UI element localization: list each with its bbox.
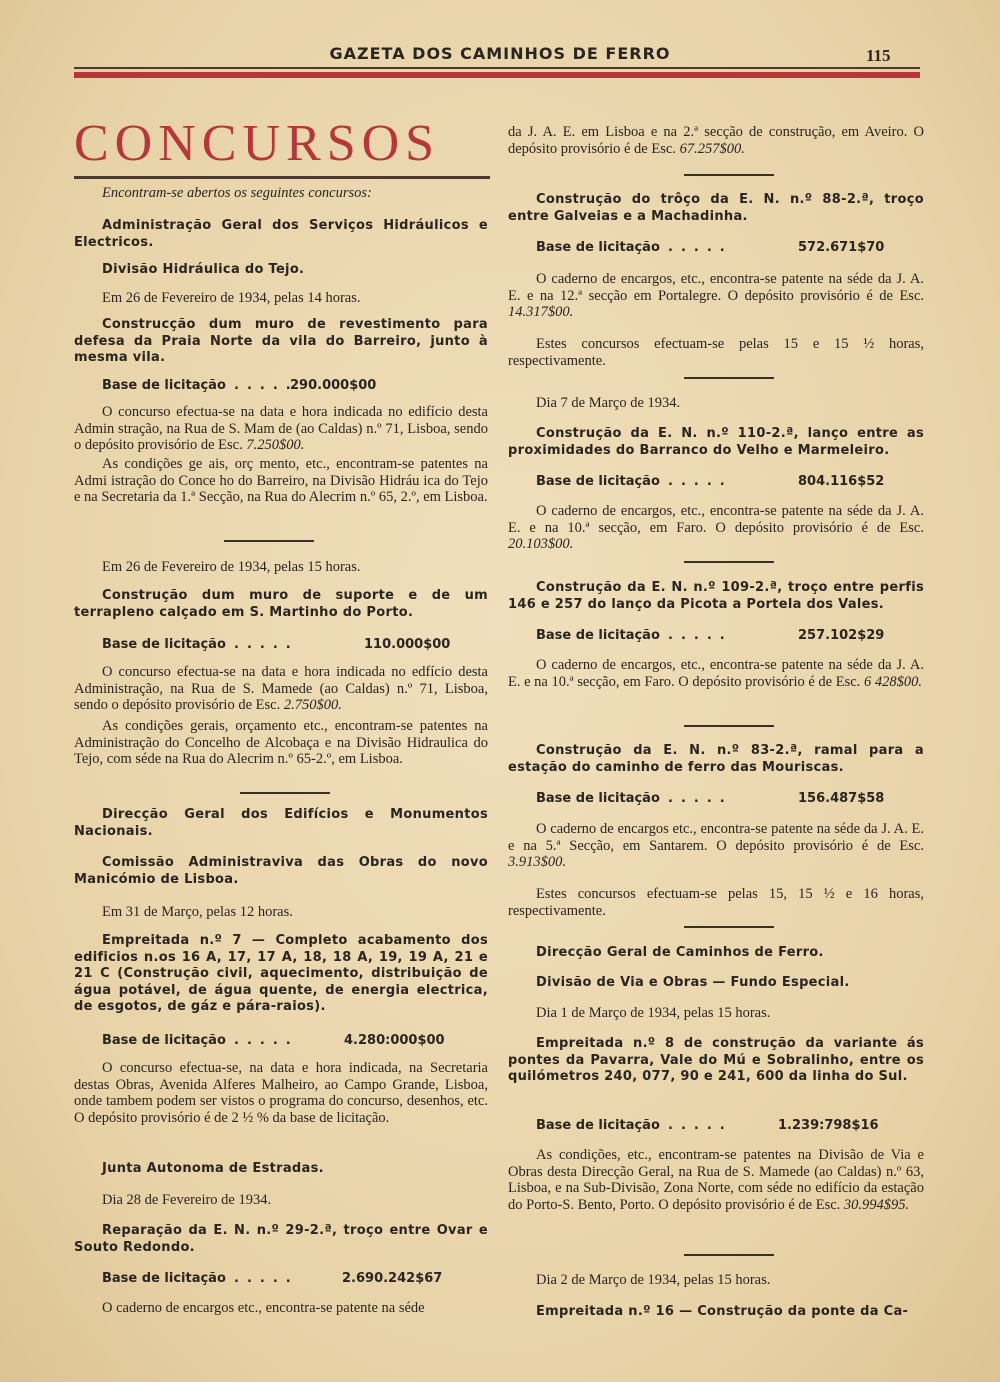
division-heading: Divisão Hidráulica do Tejo. xyxy=(102,262,305,277)
separator xyxy=(684,174,774,176)
works-heading: Construcção dum muro de revestimento para defesa da Praia Norte da vila do Barreiro, junto à mesma vila. xyxy=(74,317,488,365)
paragraph xyxy=(74,664,488,714)
paragraph-text: O caderno de encargos etc., encontra-se patente na séde da J. A. E. e na 5.ª Secção, em Santarem. O depósito provisório é de Esc. xyxy=(508,821,924,854)
header-red-rule xyxy=(74,72,920,78)
base-dots: ..... xyxy=(234,378,299,393)
paragraph xyxy=(508,271,924,321)
division-heading: Divisão de Via e Obras — Fundo Especial. xyxy=(536,975,850,990)
base-dots: ..... xyxy=(234,1271,299,1286)
paragraph-text: O caderno de encargos, etc., encontra-se patente na séde da J. A. E. e na 10.ª secção, em Faro. O depósito provisório é de Esc. xyxy=(508,503,924,536)
date-line: Dia 28 de Fevereiro de 1934. xyxy=(102,1192,272,1208)
base-dots: ..... xyxy=(234,637,299,652)
paragraph xyxy=(74,404,488,454)
paragraph xyxy=(508,503,924,553)
works-heading: Construção da E. N. n.º 109-2.ª, troço entre perfis 146 e 257 do lanço da Picota a Portela dos Vales. xyxy=(508,580,924,612)
separator xyxy=(224,540,314,542)
base-dots: ..... xyxy=(234,1033,299,1048)
paragraph xyxy=(508,821,924,871)
date-line: Dia 7 de Março de 1934. xyxy=(536,395,681,411)
paragraph: O concurso efectua-se, na data e hora indicada, na Secretaria destas Obras, Avenida Alferes Malheiro, ao Campo Grande, Lisboa, onde tambem podem ser vistos o programa do concurso, desenhos, etc. O depósito provisório é de 2 ½ % da base de licitação. xyxy=(74,1060,488,1126)
works-heading: Reparação da E. N. n.º 29-2.ª, troço entre Ovar e Souto Redondo. xyxy=(74,1223,488,1255)
paragraph-text: O caderno de encargos, etc., encontra-se patente na séde da J. A. E. e na 10.ª secção, em Faro. O depósito provisório é de Esc. xyxy=(508,657,924,690)
paragraph-text: As condições, etc., encontram-se patentes na Divisão de Via e Obras desta Direcção Geral, na Rua de S. Mamede (ao Caldas) n.º 63, Lisboa, e na Sub-Divisão, Zona Norte, com séde no edifício da estação do Porto-S. Bento, Porto. O depósito provisório é de Esc. xyxy=(508,1147,924,1213)
date-line: Dia 2 de Março de 1934, pelas 15 horas. xyxy=(536,1272,771,1288)
date-line: Em 26 de Fevereiro de 1934, pelas 15 horas. xyxy=(102,559,361,575)
works-heading: Empreitada n.º 7 — Completo acabamento dos edificios n.os 16 A, 17, 17 A, 18, 18 A, 19, 19 A, 21 e 21 C (Construção civil, aquecimento, distribuição de água potável, de água quente, de energia electrica, de esgotos, de gáz e pára-raios). xyxy=(74,933,488,1014)
deposit-amount: 20.103$00. xyxy=(508,536,574,552)
org-heading: Direcção Geral dos Edifícios e Monumentos Nacionais. xyxy=(74,807,488,839)
paragraph-text: O concurso efectua-se na data e hora indicada no edfício desta Administração, na Rua de S. Mamede (ao Caldas) n.º 71, Lisboa, sendo o depósito provisório de Esc. xyxy=(74,664,488,713)
deposit-amount: 67.257$00. xyxy=(679,140,745,157)
base-value: 572.671$70 xyxy=(798,240,885,255)
paragraph: As condições gerais, orçamento etc., encontram-se patentes na Administração do Concelho de Alcobaça e na Divisão Hidraulica do Tejo, com séde na Rua do Alecrim n.º 65-2.º, em Lisboa. xyxy=(74,718,488,767)
deposit-amount: 2.750$00. xyxy=(283,697,342,713)
base-value: 1.239:798$16 xyxy=(778,1118,879,1133)
base-label: Base de licitação xyxy=(536,474,660,489)
org-heading: Junta Autonoma de Estradas. xyxy=(102,1161,324,1176)
base-label: Base de licitação xyxy=(102,1271,226,1286)
base-label: Base de licitação xyxy=(536,240,660,255)
works-heading: Empreitada n.º 8 de construção da variante ás pontes da Pavarra, Vale do Mú e Sobralinho, entre os quilómetros 240, 077, 90 e 241, 600 da linha do Sul. xyxy=(508,1036,924,1084)
journal-title: GAZETA DOS CAMINHOS DE FERRO xyxy=(329,44,671,63)
base-value: 290.000$00 xyxy=(290,378,377,393)
org-heading: Direcção Geral de Caminhos de Ferro. xyxy=(536,945,824,960)
paragraph-text: O caderno de encargos, etc., encontra-se patente na séde da J. A. E. e na 12.ª secção em Portalegre. O depósito provisório é de Esc. xyxy=(508,271,924,304)
base-value: 257.102$29 xyxy=(798,628,885,643)
paragraph: O caderno de encargos etc., encontra-se patente na séde xyxy=(102,1300,425,1316)
date-line: Dia 1 de Março de 1934, pelas 15 horas. xyxy=(536,1005,771,1021)
paragraph-text: O concurso efectua-se na data e hora indicada no edifício desta Admin stração, na Rua de S. Mam de (ao Caldas) n.º 71, Lisboa, sendo o depósito provisório de Esc. xyxy=(74,404,488,453)
base-value: 2.690.242$67 xyxy=(342,1271,443,1286)
paragraph-text: da J. A. E. em Lisboa e na 2.ª secção de construção, em Aveiro. O depósito provisório é de Esc. xyxy=(508,124,924,157)
base-dots: ..... xyxy=(668,628,733,643)
works-heading: Construção da E. N. n.º 83-2.ª, ramal para a estação do caminho de ferro das Mouriscas. xyxy=(508,743,924,775)
base-label: Base de licitação xyxy=(536,628,660,643)
works-heading: Construção da E. N. n.º 110-2.ª, lanço entre as proximidades do Barranco do Velho e Marmeleiro. xyxy=(508,426,924,458)
paragraph xyxy=(508,657,924,690)
base-dots: ..... xyxy=(668,240,733,255)
works-heading: Empreitada n.º 16 — Construção da ponte da Ca- xyxy=(536,1304,909,1319)
division-heading: Comissão Administraviva das Obras do novo Manicómio de Lisboa. xyxy=(74,855,488,887)
intro-text: Encontram-se abertos os seguintes concursos: xyxy=(102,185,372,201)
date-line: Em 31 de Março, pelas 12 horas. xyxy=(102,904,293,920)
base-dots: ..... xyxy=(668,1118,733,1133)
base-value: 804.116$52 xyxy=(798,474,885,489)
base-value: 4.280:000$00 xyxy=(344,1033,445,1048)
works-heading: Construção do trôço da E. N. n.º 88-2.ª, troço entre Galveias e a Machadinha. xyxy=(508,192,924,224)
paragraph: Estes concursos efectuam-se pelas 15, 15 ½ e 16 horas, respectivamente. xyxy=(508,886,924,919)
base-label: Base de licitação xyxy=(536,1118,660,1133)
works-heading: Construção dum muro de suporte e de um terrapleno calçado em S. Martinho do Porto. xyxy=(74,588,488,620)
base-label: Base de licitação xyxy=(102,637,226,652)
date-line: Em 26 de Fevereiro de 1934, pelas 14 horas. xyxy=(102,290,361,306)
deposit-amount: 14.317$00. xyxy=(508,304,574,320)
base-label: Base de licitação xyxy=(102,378,226,393)
paragraph: Estes concursos efectuam-se pelas 15 e 15 ½ horas, respectivamente. xyxy=(508,336,924,369)
separator xyxy=(684,926,774,928)
deposit-amount: 7.250$00. xyxy=(246,437,305,453)
deposit-amount: 30.994$95. xyxy=(843,1196,910,1213)
base-dots: ..... xyxy=(668,791,733,806)
page-number: 115 xyxy=(866,46,891,65)
title-rule xyxy=(74,176,490,179)
org-heading: Administração Geral dos Serviços Hidráulicos e Electricos. xyxy=(74,218,488,250)
separator xyxy=(684,377,774,379)
paragraph xyxy=(508,1147,924,1213)
deposit-amount: 6 428$00. xyxy=(863,673,922,690)
paragraph: As condições ge ais, orç mento, etc., encontram-se patentes na Admi istração do Conce ho do Barreiro, na Divisão Hidráu ica do Tejo e na Secretaria da 1.ª Secção, na Rua do Alecrim n.º 65, 2.º, em Lisboa. xyxy=(74,456,488,505)
article-title: CONCURSOS xyxy=(74,115,441,172)
base-label: Base de licitação xyxy=(102,1033,226,1048)
paragraph xyxy=(508,124,924,157)
base-value: 110.000$00 xyxy=(364,637,451,652)
base-label: Base de licitação xyxy=(536,791,660,806)
separator xyxy=(684,561,774,563)
separator xyxy=(684,725,774,727)
base-dots: ..... xyxy=(668,474,733,489)
deposit-amount: 3.913$00. xyxy=(508,854,566,870)
base-value: 156.487$58 xyxy=(798,791,885,806)
separator xyxy=(684,1254,774,1256)
header-rule xyxy=(74,67,920,69)
separator xyxy=(240,792,330,794)
